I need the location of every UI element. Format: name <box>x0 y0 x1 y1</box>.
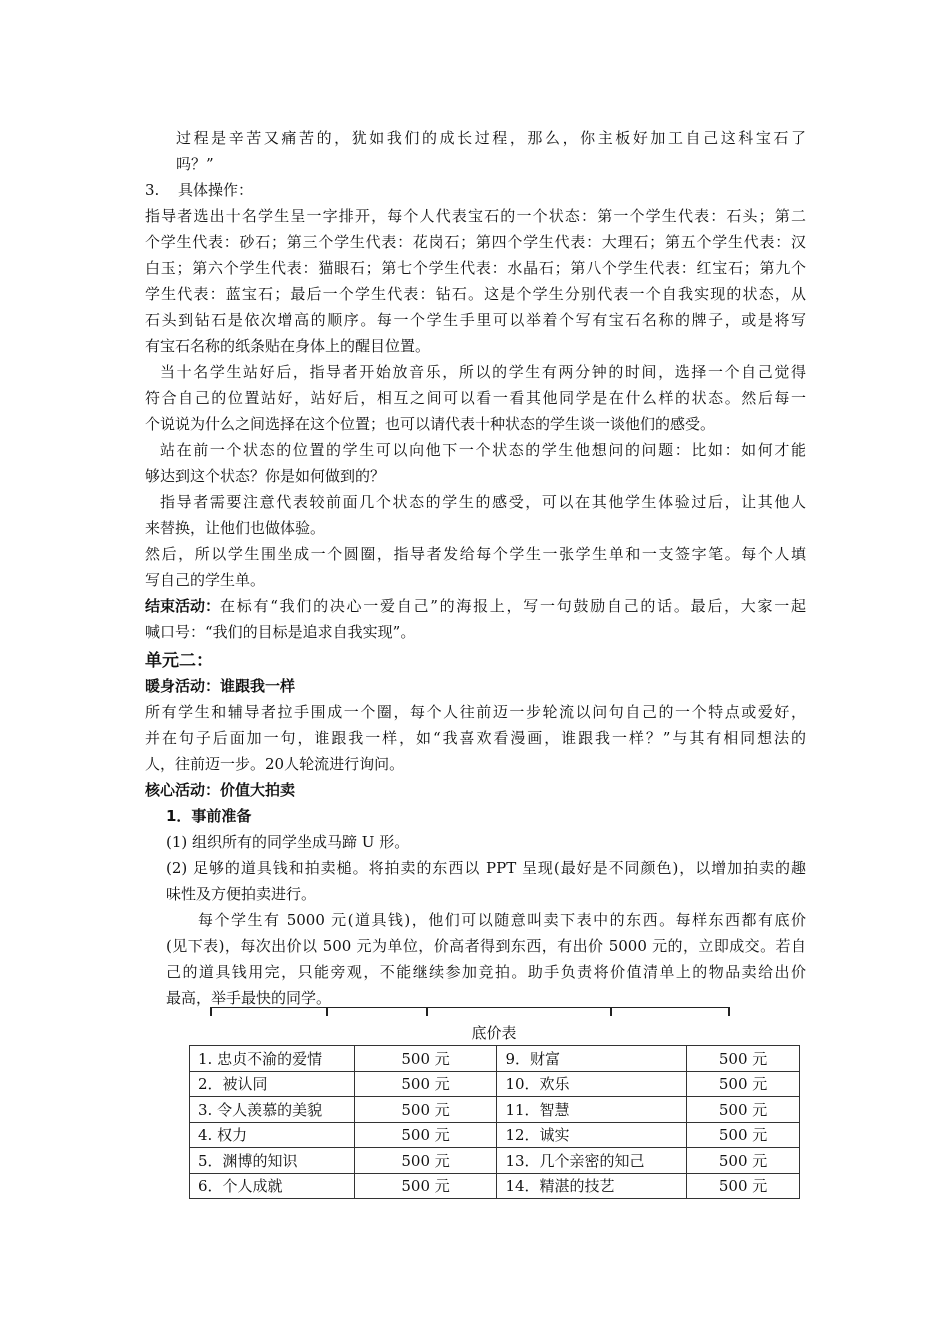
paragraph-1-line-1: 指导者选出十名学生呈一字排开，每个人代表宝石的一个状态：第一个学生代表：石头；第二 <box>145 207 806 225</box>
step3-number: 3. <box>145 181 160 199</box>
item-price: 500 元 <box>687 1173 800 1199</box>
item-name: 6．个人成就 <box>190 1173 355 1199</box>
item-name: 4. 权力 <box>190 1122 355 1148</box>
item-name: 11．智慧 <box>497 1097 687 1123</box>
item-name: 9．财富 <box>497 1046 687 1072</box>
paragraph-2-line-2: 符合自己的位置站好，站好后，相互之间可以看一看其他同学是在什么样的状态。然后每一 <box>145 389 806 407</box>
item-price: 500 元 <box>687 1097 800 1123</box>
warmup-line-2: 并在句子后面加一句，谁跟我一样，如“我喜欢看漫画，谁跟我一样？”与其有相同想法的 <box>145 729 806 747</box>
price-table-caption: 底价表 <box>471 1024 517 1042</box>
paragraph-1-line-4: 学生代表：蓝宝石；最后一个学生代表：钻石。这是个学生分别代表一个自我实现的状态，从 <box>145 285 806 303</box>
paragraph-1-line-3: 白玉；第六个学生代表：猫眼石；第七个学生代表：水晶石；第八个学生代表：红宝石；第九个 <box>145 259 806 277</box>
table-row <box>190 1071 800 1097</box>
item-price: 500 元 <box>354 1148 497 1174</box>
item-price: 500 元 <box>687 1122 800 1148</box>
preparation-heading: 1．事前准备 <box>166 807 252 825</box>
paragraph-3-line-2: 够达到这个状态？你是如何做到的？ <box>145 467 386 485</box>
paragraph-4-line-2: 来替换，让他们也做体验。 <box>145 519 326 537</box>
table-ruler-line <box>210 1007 730 1016</box>
table-row <box>190 1148 800 1174</box>
item-price: 500 元 <box>687 1148 800 1174</box>
intro-line-2: 吗？” <box>176 155 214 173</box>
warmup-heading: 暖身活动：谁跟我一样 <box>145 677 296 695</box>
paragraph-3-line-1: 站在前一个状态的位置的学生可以向他下一个状态的学生他想问的问题：比如：如何才能 <box>160 441 806 459</box>
item-price: 500 元 <box>687 1071 800 1097</box>
warmup-line-1: 所有学生和辅导者拉手围成一个圈，每个人往前迈一步轮流以问句自己的一个特点或爱好， <box>145 703 806 721</box>
table-row <box>190 1122 800 1148</box>
auction-rules-line-4: 最高，举手最快的同学。 <box>166 989 332 1007</box>
item-name: 13．几个亲密的知己 <box>497 1148 687 1174</box>
closing-activity-line-1 <box>145 596 806 616</box>
paragraph-4-line-1: 指导者需要注意代表较前面几个状态的学生的感受，可以在其他学生体验过后，让其他人 <box>160 493 806 511</box>
item-name: 12．诚实 <box>497 1122 687 1148</box>
unit-two-heading: 单元二： <box>145 651 213 671</box>
preparation-item-1: (1) 组织所有的同学坐成马蹄 U 形。 <box>166 833 410 851</box>
closing-activity-line-2: 喊口号：“我们的目标是追求自我实现”。 <box>145 623 416 641</box>
paragraph-2-line-3: 个说说为什么之间选择在这个位置；也可以请代表十种状态的学生谈一谈他们的感受。 <box>145 415 716 433</box>
closing-activity-label: 结束活动： <box>145 597 221 615</box>
warmup-line-3: 人，往前迈一步。20人轮流进行询问。 <box>145 755 405 773</box>
closing-activity-text: 在标有“我们的决心一爱自己”的海报上，写一句鼓励自己的话。最后，大家一起 <box>220 597 806 615</box>
intro-line-1: 过程是辛苦又痛苦的，犹如我们的成长过程，那么，你主板好加工自己这科宝石了 <box>176 129 806 147</box>
item-name: 10．欢乐 <box>497 1071 687 1097</box>
core-activity-heading: 核心活动：价值大拍卖 <box>145 781 296 799</box>
auction-rules-line-3: 己的道具钱用完，只能旁观，不能继续参加竞拍。助手负责将价值清单上的物品卖给出价 <box>166 963 806 981</box>
auction-rules-line-2: (见下表)，每次出价以 500 元为单位，价高者得到东西，有出价 5000 元的，立即成交。若自 <box>166 937 806 955</box>
preparation-item-2-line-2: 味性及方便拍卖进行。 <box>166 885 317 903</box>
paragraph-2-line-1: 当十名学生站好后，指导者开始放音乐，所以的学生有两分钟的时间，选择一个自己觉得 <box>160 363 806 381</box>
paragraph-1-line-2: 个学生代表：砂石；第三个学生代表：花岗石；第四个学生代表：大理石；第五个学生代表：汉 <box>145 233 806 251</box>
item-name: 14．精湛的技艺 <box>497 1173 687 1199</box>
table-row <box>190 1173 800 1199</box>
item-price: 500 元 <box>354 1046 497 1072</box>
paragraph-1-line-6: 有宝石名称的纸条贴在身体上的醒目位置。 <box>145 337 431 355</box>
item-name: 2．被认同 <box>190 1071 355 1097</box>
item-price: 500 元 <box>354 1122 497 1148</box>
item-name: 3. 令人羡慕的美貌 <box>190 1097 355 1123</box>
step3-title: 具体操作： <box>178 181 254 199</box>
item-price: 500 元 <box>354 1173 497 1199</box>
auction-rules-line-1: 每个学生有 5000 元(道具钱)，他们可以随意叫卖下表中的东西。每样东西都有底价 <box>198 911 806 929</box>
item-name: 1. 忠贞不渝的爱情 <box>190 1046 355 1072</box>
table-row <box>190 1097 800 1123</box>
paragraph-5-line-1: 然后，所以学生围坐成一个圆圈，指导者发给每个学生一张学生单和一支签字笔。每个人填 <box>145 545 806 563</box>
preparation-item-2-line-1: (2) 足够的道具钱和拍卖槌。将拍卖的东西以 PPT 呈现(最好是不同颜色)，以增加拍卖的趣 <box>166 859 806 877</box>
price-table <box>189 1045 800 1199</box>
item-price: 500 元 <box>354 1097 497 1123</box>
paragraph-1-line-5: 石头到钻石是依次增高的顺序。每一个学生手里可以举着个写有宝石名称的牌子，或是将写 <box>145 311 806 329</box>
table-row <box>190 1046 800 1072</box>
item-name: 5．渊博的知识 <box>190 1148 355 1174</box>
item-price: 500 元 <box>687 1046 800 1072</box>
paragraph-5-line-2: 写自己的学生单。 <box>145 571 266 589</box>
item-price: 500 元 <box>354 1071 497 1097</box>
